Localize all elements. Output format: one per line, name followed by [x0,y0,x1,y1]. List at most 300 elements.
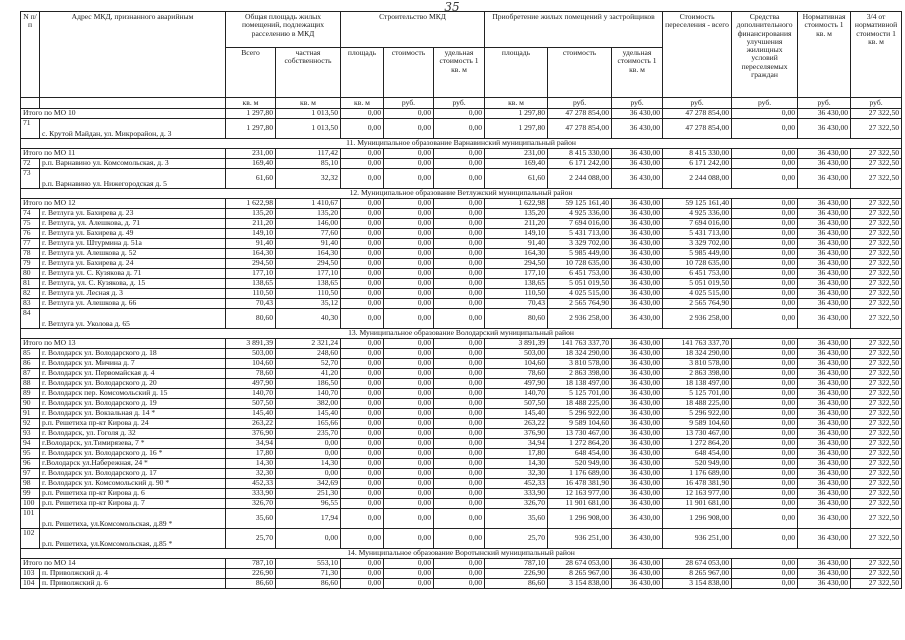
value-cell: 140,70 [276,389,341,399]
value-cell: 0,00 [732,569,798,579]
value-cell: 80,60 [226,309,276,329]
table-row [21,439,902,449]
value-cell: 86,60 [276,579,341,589]
value-cell: 0,00 [732,489,798,499]
value-cell: 5 431 713,00 [548,229,612,239]
table-row [21,509,902,529]
value-cell: 0,00 [732,149,798,159]
value-cell: 36 430,00 [798,499,851,509]
value-cell: 0,00 [341,529,384,549]
value-cell: 36 430,00 [798,529,851,549]
value-cell: 0,00 [341,439,384,449]
value-cell: 27 322,50 [851,119,902,139]
value-cell: 36 430,00 [798,389,851,399]
value-cell: 36 430,00 [798,349,851,359]
value-cell: 36 430,00 [612,499,663,509]
value-cell: 36 430,00 [798,429,851,439]
row-address: г. Ветлуга ул. Алешкова д. 66 [40,299,226,309]
row-address: г. Ветлуга ул. Штурмина д. 51а [40,239,226,249]
value-cell: 0,00 [434,229,485,239]
table-row [21,309,902,329]
value-cell: 5 431 713,00 [663,229,732,239]
value-cell: 86,60 [485,579,548,589]
value-cell: 164,30 [485,249,548,259]
value-cell: 1 297,80 [485,119,548,139]
value-cell: 36 430,00 [798,229,851,239]
subtotal-label: Итого по МО 13 [21,339,226,349]
table-row [21,249,902,259]
value-cell: 0,00 [384,409,434,419]
value-cell: 0,00 [434,569,485,579]
value-cell: 0,00 [341,479,384,489]
value-cell: 342,69 [276,479,341,489]
value-cell: 78,60 [226,369,276,379]
value-cell: 0,00 [732,229,798,239]
value-cell: 27 322,50 [851,289,902,299]
value-cell: 0,00 [732,479,798,489]
value-cell: 36 430,00 [612,279,663,289]
value-cell: 452,33 [485,479,548,489]
header-c-unit: удельная стоимость 1 кв. м [434,48,485,98]
row-number: 79 [21,259,40,269]
value-cell: 648 454,00 [548,449,612,459]
value-cell: 0,00 [341,459,384,469]
unit-cell: кв. м [226,98,276,109]
row-address: г. Володарск ул. Мичина д. 7 [40,359,226,369]
value-cell: 36 430,00 [612,399,663,409]
subtotal-row [21,149,902,159]
value-cell: 263,22 [226,419,276,429]
value-cell: 140,70 [226,389,276,399]
unit-cell: кв. м [485,98,548,109]
row-address: р.п. Варнавино ул. Нижегородская д. 5 [40,169,226,189]
value-cell: 0,00 [732,159,798,169]
value-cell: 16 478 381,90 [548,479,612,489]
value-cell: 138,65 [276,279,341,289]
value-cell: 1 297,80 [485,109,548,119]
value-cell: 226,90 [485,569,548,579]
value-cell: 0,00 [434,469,485,479]
table-row [21,529,902,549]
value-cell: 135,20 [226,209,276,219]
value-cell: 503,00 [485,349,548,359]
table-row [21,279,902,289]
value-cell: 0,00 [384,369,434,379]
value-cell: 165,66 [276,419,341,429]
value-cell: 936 251,00 [548,529,612,549]
header-acquisition: Приобретение жилых помещений у застройщиков [485,12,663,48]
value-cell: 36 430,00 [612,479,663,489]
value-cell: 47 278 854,00 [548,119,612,139]
value-cell: 0,00 [732,389,798,399]
value-cell: 0,00 [276,439,341,449]
value-cell: 520 949,00 [663,459,732,469]
value-cell: 0,00 [732,339,798,349]
value-cell: 27 322,50 [851,199,902,209]
unit-cell: руб. [434,98,485,109]
value-cell: 80,60 [485,309,548,329]
value-cell: 0,00 [732,269,798,279]
value-cell: 16 478 381,90 [663,479,732,489]
value-cell: 36 430,00 [612,359,663,369]
value-cell: 135,20 [276,209,341,219]
value-cell: 27 322,50 [851,149,902,159]
value-cell: 231,00 [485,149,548,159]
value-cell: 0,00 [341,339,384,349]
unit-cell: руб. [851,98,902,109]
value-cell: 59 125 161,40 [663,199,732,209]
table-row [21,379,902,389]
row-number: 95 [21,449,40,459]
value-cell: 0,00 [341,219,384,229]
value-cell: 36 430,00 [798,399,851,409]
value-cell: 452,33 [226,479,276,489]
unit-cell: кв. м [276,98,341,109]
value-cell: 36 430,00 [612,349,663,359]
value-cell: 0,00 [434,289,485,299]
unit-cell: руб. [732,98,798,109]
value-cell: 36 430,00 [612,489,663,499]
value-cell: 0,00 [341,399,384,409]
value-cell: 36 430,00 [612,529,663,549]
value-cell: 18 138 497,00 [663,379,732,389]
value-cell: 70,43 [226,299,276,309]
subtotal-row [21,109,902,119]
value-cell: 36 430,00 [612,169,663,189]
value-cell: 0,00 [732,279,798,289]
value-cell: 0,00 [384,489,434,499]
header-norm-cost: Нормативная стоимость 1 кв. м [798,12,851,98]
value-cell: 787,10 [226,559,276,569]
value-cell: 36 430,00 [798,569,851,579]
value-cell: 0,00 [341,429,384,439]
value-cell: 36 430,00 [612,459,663,469]
value-cell: 0,00 [384,299,434,309]
value-cell: 1 622,98 [485,199,548,209]
value-cell: 0,00 [384,229,434,239]
value-cell: 0,00 [341,419,384,429]
value-cell: 1 013,50 [276,109,341,119]
row-address: г. Ветлуга, ул. Алешкова, д. 71 [40,219,226,229]
value-cell: 497,90 [485,379,548,389]
value-cell: 0,00 [434,249,485,259]
value-cell: 0,00 [384,119,434,139]
subtotal-row [21,339,902,349]
municipality-header-row [21,549,902,559]
value-cell: 0,00 [384,559,434,569]
value-cell: 35,60 [485,509,548,529]
value-cell: 0,00 [384,529,434,549]
value-cell: 1 272 864,20 [548,439,612,449]
row-number: 75 [21,219,40,229]
value-cell: 169,40 [226,159,276,169]
value-cell: 36 430,00 [798,419,851,429]
value-cell: 0,00 [732,209,798,219]
value-cell: 8 415 330,00 [548,149,612,159]
row-address: г.Володарск ул.Набережная, 24 * [40,459,226,469]
units-row [21,98,902,109]
table-row [21,429,902,439]
row-number: 81 [21,279,40,289]
value-cell: 7 694 016,00 [548,219,612,229]
value-cell: 0,00 [434,479,485,489]
value-cell: 0,00 [732,439,798,449]
value-cell: 0,00 [341,489,384,499]
value-cell: 47 278 854,00 [663,109,732,119]
value-cell: 0,00 [384,239,434,249]
value-cell: 4 925 336,00 [663,209,732,219]
value-cell: 0,00 [384,249,434,259]
value-cell: 8 265 967,00 [548,569,612,579]
municipality-title: 13. Муниципальное образование Володарский муниципальный район [21,329,902,339]
value-cell: 0,00 [732,249,798,259]
value-cell: 0,00 [732,429,798,439]
value-cell: 36 430,00 [612,109,663,119]
value-cell: 27 322,50 [851,349,902,359]
value-cell: 0,00 [434,579,485,589]
value-cell: 27 322,50 [851,379,902,389]
table-row [21,579,902,589]
value-cell: 36 430,00 [612,509,663,529]
value-cell: 263,22 [485,419,548,429]
value-cell: 0,00 [341,509,384,529]
table-row [21,299,902,309]
value-cell: 333,90 [485,489,548,499]
value-cell: 1 272 864,20 [663,439,732,449]
value-cell: 6 451 753,00 [548,269,612,279]
value-cell: 117,42 [276,149,341,159]
value-cell: 36 430,00 [612,149,663,159]
value-cell: 164,30 [276,249,341,259]
row-address: г. Ветлуга ул. С. Кузякова д. 71 [40,269,226,279]
value-cell: 2 244 088,00 [663,169,732,189]
unit-cell: руб. [612,98,663,109]
value-cell: 27 322,50 [851,399,902,409]
value-cell: 141 763 337,70 [663,339,732,349]
unit-cell: руб. [384,98,434,109]
value-cell: 0,00 [732,409,798,419]
table-row [21,459,902,469]
value-cell: 0,00 [341,229,384,239]
value-cell: 41,20 [276,369,341,379]
value-cell: 36 430,00 [798,279,851,289]
value-cell: 36 430,00 [612,119,663,139]
value-cell: 2 565 764,90 [548,299,612,309]
value-cell: 13 730 467,00 [548,429,612,439]
value-cell: 146,00 [276,219,341,229]
value-cell: 0,00 [384,219,434,229]
value-cell: 18 324 290,00 [663,349,732,359]
value-cell: 104,60 [485,359,548,369]
table-row [21,229,902,239]
value-cell: 0,00 [384,439,434,449]
value-cell: 8 415 330,00 [663,149,732,159]
value-cell: 0,00 [341,559,384,569]
value-cell: 0,00 [384,199,434,209]
table-row [21,569,902,579]
value-cell: 36 430,00 [798,559,851,569]
value-cell: 10 728 635,00 [548,259,612,269]
value-cell: 0,00 [384,289,434,299]
row-address: г. Ветлуга ул. Алешкова д. 52 [40,249,226,259]
value-cell: 1 013,50 [276,119,341,139]
value-cell: 2 936 258,00 [663,309,732,329]
value-cell: 0,00 [384,279,434,289]
value-cell: 27 322,50 [851,219,902,229]
value-cell: 104,60 [226,359,276,369]
value-cell: 141 763 337,70 [548,339,612,349]
value-cell: 0,00 [341,359,384,369]
value-cell: 27 322,50 [851,449,902,459]
value-cell: 0,00 [384,309,434,329]
value-cell: 34,94 [226,439,276,449]
value-cell: 0,00 [732,349,798,359]
value-cell: 52,70 [276,359,341,369]
row-address: г. Володарск ул. Володарского д. 18 [40,349,226,359]
value-cell: 0,00 [434,239,485,249]
row-address: г. Ветлуга ул. Лесная д. 3 [40,289,226,299]
value-cell: 27 322,50 [851,419,902,429]
value-cell: 0,00 [341,259,384,269]
subtotal-label: Итого по МО 14 [21,559,226,569]
header-extra-funding: Средства дополнительного финансирования улучшения жилищных условий переселяемых граждан [732,12,798,98]
value-cell: 27 322,50 [851,229,902,239]
value-cell: 36 430,00 [612,249,663,259]
value-cell: 27 322,50 [851,239,902,249]
value-cell: 3 810 578,00 [663,359,732,369]
value-cell: 3 810 578,00 [548,359,612,369]
value-cell: 36 430,00 [798,459,851,469]
row-number: 97 [21,469,40,479]
value-cell: 0,00 [732,309,798,329]
value-cell: 12 163 977,00 [548,489,612,499]
value-cell: 0,00 [384,159,434,169]
row-number: 93 [21,429,40,439]
row-number: 85 [21,349,40,359]
value-cell: 0,00 [384,169,434,189]
row-number: 102 [21,529,40,549]
value-cell: 0,00 [434,209,485,219]
row-address: г. Володарск ул. Вокзальная д. 14 * [40,409,226,419]
value-cell: 0,00 [434,429,485,439]
value-cell: 3 154 838,00 [548,579,612,589]
value-cell: 0,00 [434,349,485,359]
value-cell: 235,70 [276,429,341,439]
value-cell: 177,10 [226,269,276,279]
row-address: п. Приволжский д. 6 [40,579,226,589]
value-cell: 27 322,50 [851,469,902,479]
value-cell: 2 321,24 [276,339,341,349]
page-number: 35 [444,0,460,14]
value-cell: 211,20 [226,219,276,229]
table-row [21,359,902,369]
value-cell: 27 322,50 [851,579,902,589]
value-cell: 0,00 [341,579,384,589]
value-cell: 177,10 [485,269,548,279]
value-cell: 0,00 [341,349,384,359]
value-cell: 12 163 977,00 [663,489,732,499]
row-number: 100 [21,499,40,509]
value-cell: 1 296 908,00 [663,509,732,529]
value-cell: 0,00 [341,279,384,289]
value-cell: 0,00 [434,369,485,379]
value-cell: 0,00 [732,529,798,549]
value-cell: 36 430,00 [798,209,851,219]
value-cell: 36 430,00 [798,109,851,119]
value-cell: 18 488 225,00 [663,399,732,409]
value-cell: 5 296 922,00 [548,409,612,419]
value-cell: 0,00 [384,459,434,469]
header-resettlement-cost: Стоимость переселения - всего [663,12,732,98]
value-cell: 0,00 [434,439,485,449]
table-row [21,259,902,269]
value-cell: 294,50 [276,259,341,269]
value-cell: 36 430,00 [612,269,663,279]
value-cell: 27 322,50 [851,209,902,219]
value-cell: 35,12 [276,299,341,309]
value-cell: 36 430,00 [798,249,851,259]
row-address: р.п. Решетиха пр-кт Кирова д. 24 [40,419,226,429]
value-cell: 0,00 [732,459,798,469]
value-cell: 0,00 [384,149,434,159]
table-row [21,209,902,219]
table-row [21,449,902,459]
value-cell: 231,00 [226,149,276,159]
value-cell: 3 154 838,00 [663,579,732,589]
value-cell: 1 296 908,00 [548,509,612,529]
row-number: 72 [21,159,40,169]
value-cell: 507,50 [485,399,548,409]
value-cell: 0,00 [341,119,384,139]
value-cell: 376,90 [485,429,548,439]
value-cell: 0,00 [384,379,434,389]
row-number: 91 [21,409,40,419]
value-cell: 9 589 104,60 [663,419,732,429]
row-number: 78 [21,249,40,259]
value-cell: 0,00 [341,269,384,279]
value-cell: 36 430,00 [612,449,663,459]
value-cell: 40,30 [276,309,341,329]
value-cell: 0,00 [384,339,434,349]
unit-cell: руб. [548,98,612,109]
table-row [21,159,902,169]
value-cell: 61,60 [485,169,548,189]
header-c-area: площадь [341,48,384,98]
value-cell: 0,00 [341,469,384,479]
value-cell: 8 265 967,00 [663,569,732,579]
value-cell: 91,40 [485,239,548,249]
value-cell: 248,60 [276,349,341,359]
value-cell: 0,00 [434,489,485,499]
municipality-title: 12. Муниципальное образование Ветлужский муниципальный район [21,189,902,199]
value-cell: 0,00 [434,119,485,139]
row-number: 76 [21,229,40,239]
value-cell: 9 589 104,60 [548,419,612,429]
unit-cell: руб. [663,98,732,109]
value-cell: 0,00 [732,169,798,189]
value-cell: 85,10 [276,159,341,169]
unit-cell: руб. [798,98,851,109]
row-number: 94 [21,439,40,449]
value-cell: 36 430,00 [612,579,663,589]
value-cell: 0,00 [434,109,485,119]
value-cell: 14,30 [276,459,341,469]
value-cell: 0,00 [384,109,434,119]
value-cell: 36 430,00 [798,159,851,169]
value-cell: 78,60 [485,369,548,379]
value-cell: 5 051 019,50 [663,279,732,289]
value-cell: 0,00 [434,269,485,279]
